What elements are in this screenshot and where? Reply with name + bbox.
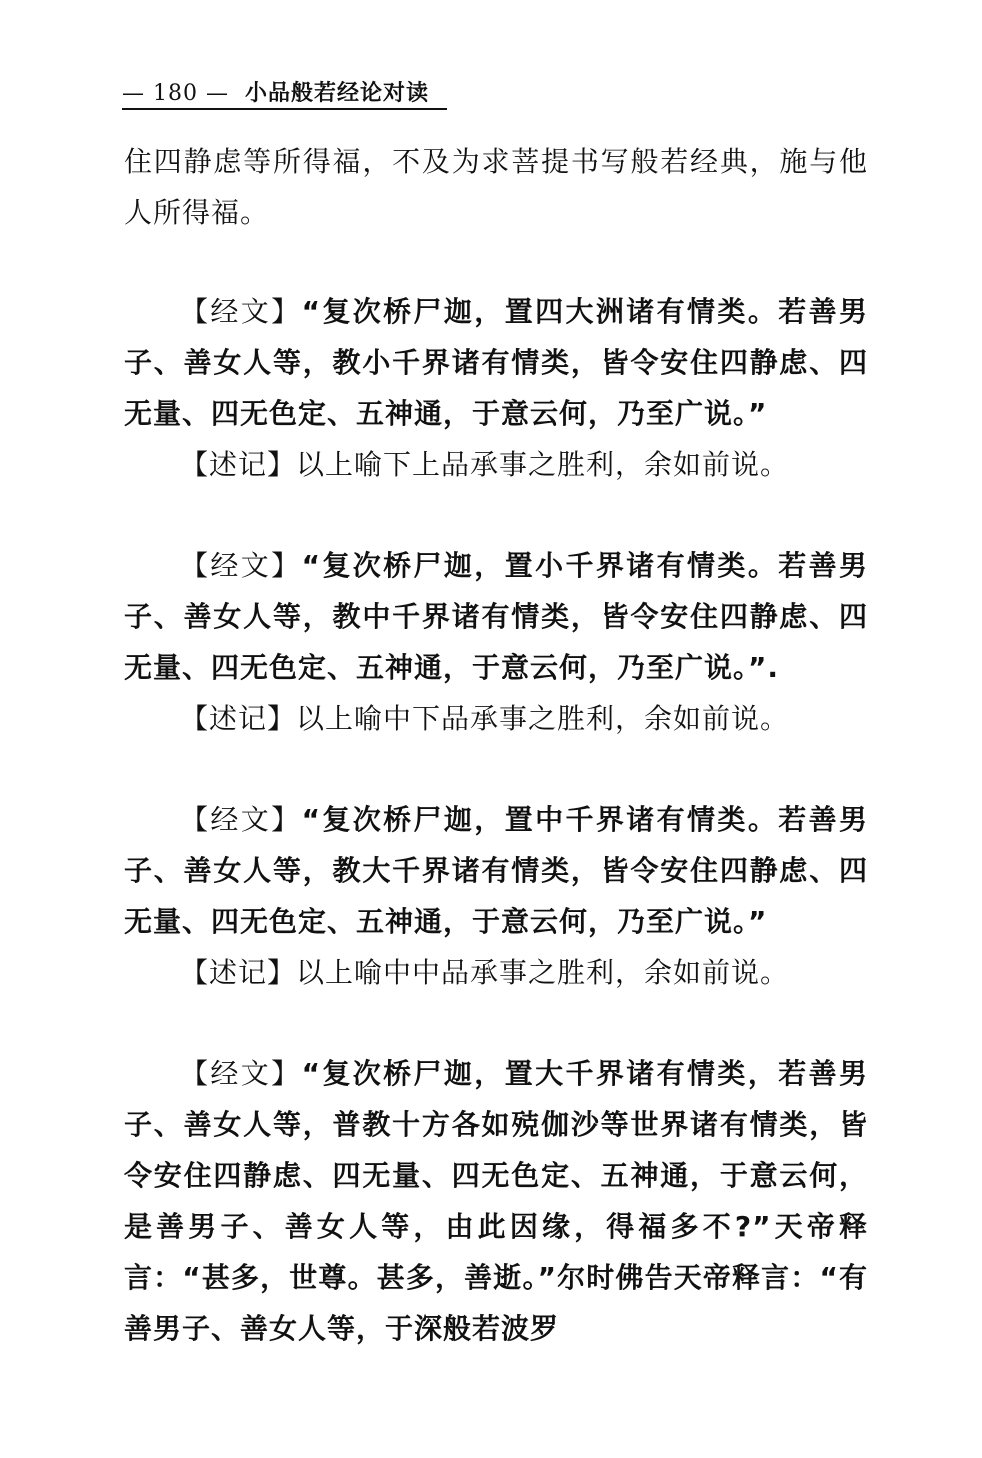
sutra-tag: 【经文】 [180,803,302,836]
sutra-text: “复次桥尸迦，置小千界诸有情类。若善男子、善女人等，教中千界诸有情类，皆令安住四静虑、四无量、四无色定、五神通，于意云何，乃至广说。”. [124,549,868,684]
section-4 [124,1048,868,1354]
commentary-text: 以上喻中下品承事之胜利，余如前说。 [296,702,790,735]
commentary-tag: 【述记】 [180,448,297,481]
sutra-paragraph [124,1048,868,1354]
commentary-paragraph [124,947,868,998]
sutra-text: “复次桥尸迦，置中千界诸有情类。若善男子、善女人等，教大千界诸有情类，皆令安住四静虑、四无量、四无色定、五神通，于意云何，乃至广说。” [124,803,868,938]
section-2 [124,540,868,744]
page-body [124,136,868,1354]
commentary-paragraph [124,693,868,744]
sutra-paragraph [124,794,868,947]
page-number: — 180 — [122,81,229,106]
section-1 [124,286,868,490]
header-rule [122,108,447,110]
commentary-paragraph [124,439,868,490]
sutra-text: “复次桥尸迦，置大千界诸有情类，若善男子、善女人等，普教十方各如殑伽沙等世界诸有情类，皆令安住四静虑、四无量、四无色定、五神通，于意云何，是善男子、善女人等，由此因缘，得福多不?”天帝释言：“甚多，世尊。甚多，善逝。”尔时佛告天帝释言：“有善男子、善女人等，于深般若波罗 [124,1057,868,1345]
commentary-tag: 【述记】 [180,702,297,735]
running-head [122,72,862,108]
sutra-paragraph [124,540,868,693]
book-title: 小品般若经论对读 [244,80,429,106]
section-3 [124,794,868,998]
running-head-text [122,76,429,107]
sutra-paragraph [124,286,868,439]
intro-paragraph: 住四静虑等所得福，不及为求菩提书写般若经典，施与他人所得福。 [124,145,868,229]
sutra-tag: 【经文】 [180,549,302,582]
sutra-tag: 【经文】 [180,1057,302,1090]
sutra-tag: 【经文】 [180,295,302,328]
commentary-tag: 【述记】 [180,956,297,989]
commentary-text: 以上喻中中品承事之胜利，余如前说。 [296,956,790,989]
commentary-text: 以上喻下上品承事之胜利，余如前说。 [296,448,790,481]
sutra-text: “复次桥尸迦，置四大洲诸有情类。若善男子、善女人等，教小千界诸有情类，皆令安住四静虑、四无量、四无色定、五神通，于意云何，乃至广说。” [124,295,868,430]
